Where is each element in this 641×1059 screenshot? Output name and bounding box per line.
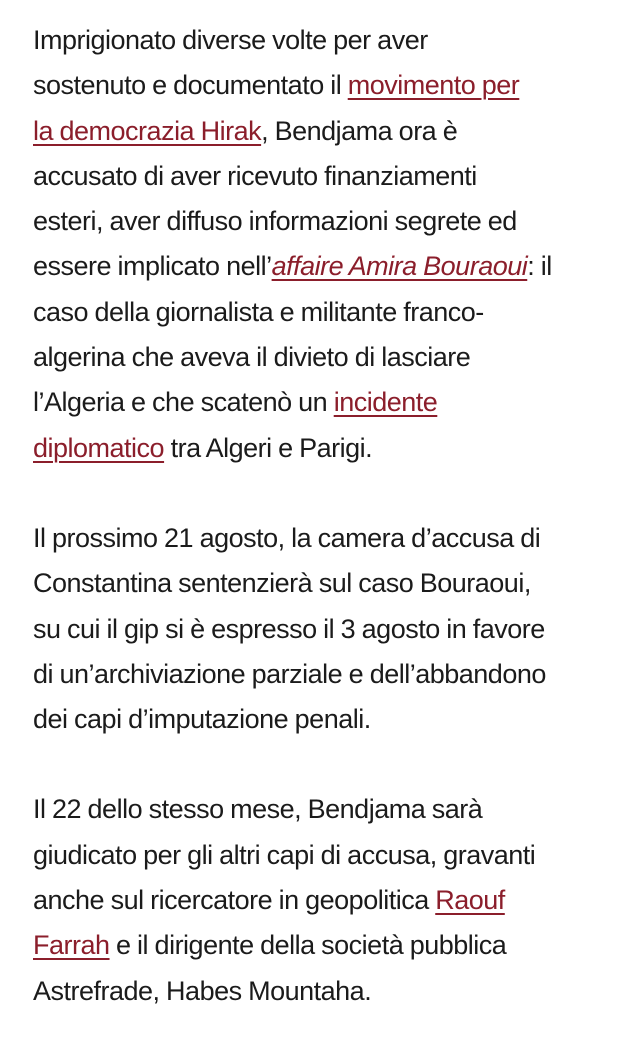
- text-line: [33, 969, 629, 1014]
- text-line: [33, 561, 629, 606]
- text-line: [33, 787, 629, 832]
- text-span: Constantina sentenzierà sul caso Bouraoui,: [33, 568, 531, 599]
- text-line: [33, 109, 629, 154]
- text-span: anche sul ricercatore in geopolitica: [33, 885, 436, 916]
- inline-link[interactable]: incidente: [333, 387, 438, 418]
- article-body: [33, 18, 629, 1059]
- text-span: su cui il gip si è espresso il 3 agosto in favore: [33, 613, 545, 644]
- text-span: Il 22 dello stesso mese, Bendjama sarà: [33, 794, 483, 825]
- text-span: accusato di aver ricevuto finanziamenti: [33, 160, 477, 191]
- article-paragraph: [33, 516, 629, 742]
- article-paragraph: [33, 18, 629, 471]
- text-line: [33, 335, 629, 380]
- text-span: l’Algeria e che scatenò un: [33, 387, 334, 418]
- text-line: [33, 923, 629, 968]
- text-span: Imprigionato diverse volte per aver: [33, 25, 428, 55]
- article-paragraph: [33, 787, 629, 1013]
- text-line: [33, 244, 629, 289]
- text-line: [33, 290, 629, 335]
- inline-link[interactable]: la democrazia Hirak: [33, 115, 262, 146]
- text-span: sostenuto e documentato il: [33, 70, 348, 101]
- text-line: [33, 607, 629, 652]
- text-line: [33, 63, 629, 108]
- text-span: caso della giornalista e militante franco-: [33, 296, 484, 327]
- text-line: [33, 199, 629, 244]
- text-span: : il: [527, 251, 552, 282]
- text-span: e il dirigente della società pubblica: [109, 930, 507, 961]
- text-line: [33, 426, 629, 471]
- text-line: [33, 878, 629, 923]
- inline-link[interactable]: Farrah: [33, 930, 110, 961]
- text-span: di un’archiviazione parziale e dell’abbandono: [33, 658, 546, 689]
- text-span: giudicato per gli altri capi di accusa, gravanti: [33, 839, 536, 870]
- text-line: [33, 516, 629, 561]
- text-span: , Bendjama ora è: [261, 115, 458, 146]
- text-span: algerina che aveva il divieto di lasciare: [33, 342, 471, 373]
- inline-link[interactable]: Raouf: [435, 885, 505, 916]
- text-line: [33, 18, 629, 63]
- inline-link[interactable]: affaire Amira Bouraoui: [271, 251, 528, 282]
- text-span: esteri, aver diffuso informazioni segrete ed: [33, 206, 517, 237]
- text-line: [33, 833, 629, 878]
- text-span: dei capi d’imputazione penali.: [33, 704, 371, 735]
- text-line: [33, 380, 629, 425]
- text-line: [33, 154, 629, 199]
- text-span: tra Algeri e Parigi.: [164, 432, 373, 463]
- text-line: [33, 697, 629, 742]
- text-line: [33, 652, 629, 697]
- inline-link[interactable]: movimento per: [347, 70, 520, 101]
- text-span: Il prossimo 21 agosto, la camera d’accusa di: [33, 522, 541, 553]
- text-span: essere implicato nell’: [33, 251, 272, 282]
- inline-link[interactable]: diplomatico: [33, 432, 165, 463]
- text-span: Astrefrade, Habes Mountaha.: [33, 975, 372, 1006]
